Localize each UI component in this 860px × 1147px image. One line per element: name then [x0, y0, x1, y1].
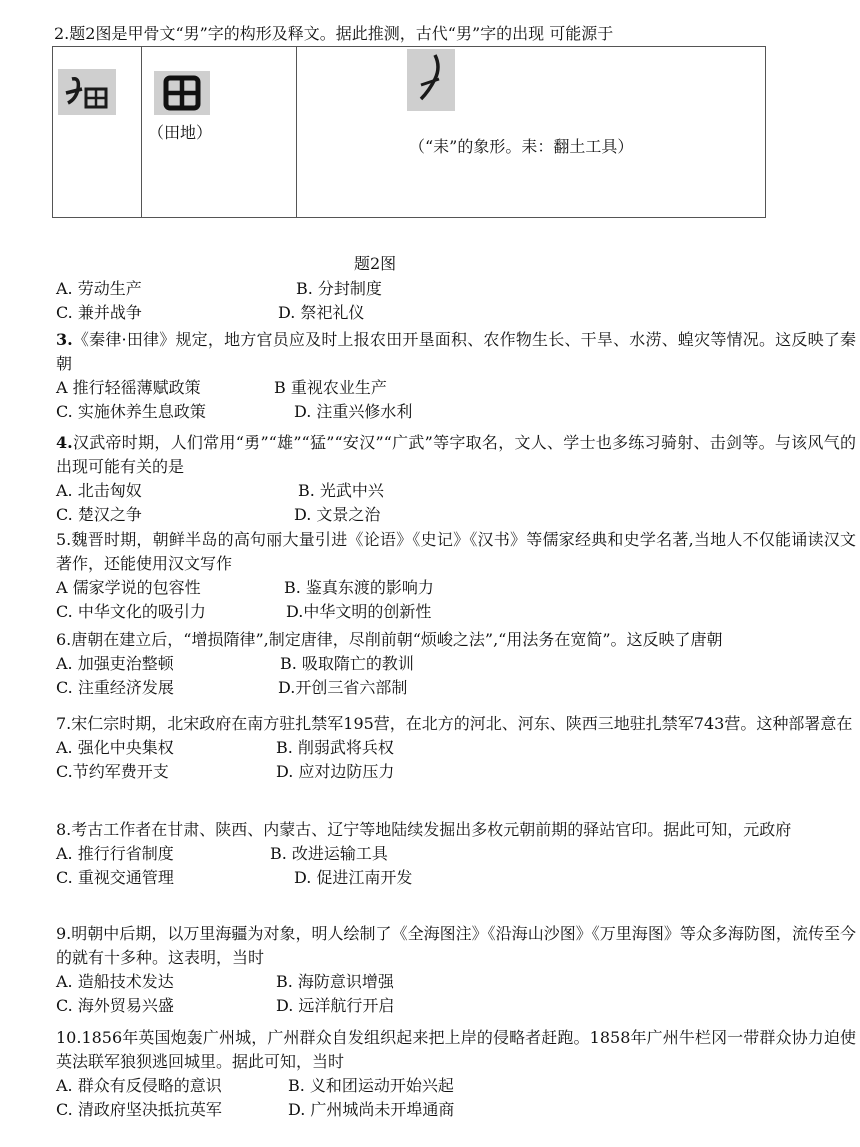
q6-option-b[interactable]: B. 吸取隋亡的教训 — [280, 654, 414, 673]
q2-option-a[interactable]: A. 劳动生产 — [56, 279, 142, 298]
q3-option-a[interactable]: A 推行轻徭薄赋政策 — [56, 378, 201, 397]
q5-option-c[interactable]: C. 中华文化的吸引力 — [56, 602, 206, 621]
q6-option-c[interactable]: C. 注重经济发展 — [56, 678, 174, 697]
glyph-cell-nan — [53, 47, 142, 218]
q3-stem — [56, 328, 856, 376]
q5-option-b[interactable]: B. 鉴真东渡的影响力 — [284, 578, 434, 597]
q10-option-b[interactable]: B. 义和团运动开始兴起 — [288, 1076, 454, 1095]
figure-caption: 题2图 — [354, 254, 397, 273]
q3-option-c[interactable]: C. 实施休养生息政策 — [56, 402, 206, 421]
q7-option-b[interactable]: B. 削弱武将兵权 — [276, 738, 394, 757]
q5-option-a[interactable]: A 儒家学说的包容性 — [56, 578, 201, 597]
q9-option-d[interactable]: D. 远洋航行开启 — [276, 996, 395, 1015]
q4-stem — [56, 431, 856, 479]
lei-glyph-drawing — [407, 49, 455, 111]
q5-option-d[interactable]: D.中华文明的创新性 — [286, 602, 432, 621]
question-6 — [56, 628, 856, 700]
oracle-bone-tian-character-image — [154, 71, 210, 115]
q4-option-a[interactable]: A. 北击匈奴 — [56, 481, 142, 500]
lei-caption: （“耒”的象形。耒：翻土工具） — [409, 137, 634, 156]
q2-option-c[interactable]: C. 兼并战争 — [56, 303, 142, 322]
question-5 — [56, 528, 856, 624]
q3-number: 3. — [56, 330, 73, 349]
q4-number: 4. — [56, 433, 73, 452]
q3-stem-text: 《秦律·田律》规定，地方官员应及时上报农田开垦面积、农作物生长、干旱、水涝、蝗灾等情况。这反映了秦朝 — [56, 330, 856, 373]
question-10 — [56, 1026, 856, 1122]
glyph-cell-lei — [297, 47, 766, 218]
q9-option-c[interactable]: C. 海外贸易兴盛 — [56, 996, 174, 1015]
q8-option-b[interactable]: B. 改进运输工具 — [270, 844, 388, 863]
q2-glyph-table — [52, 46, 766, 218]
q7-option-a[interactable]: A. 强化中央集权 — [56, 738, 174, 757]
q4-option-c[interactable]: C. 楚汉之争 — [56, 505, 142, 524]
tian-glyph-drawing — [154, 71, 210, 115]
q9-option-a[interactable]: A. 造船技术发达 — [56, 972, 174, 991]
q4-stem-text: 汉武帝时期，人们常用“勇”“雄”“猛”“安汉”“广武”等字取名，文人、学士也多练习骑射、击剑等。与该风气的出现可能有关的是 — [56, 433, 856, 476]
glyph-cell-tian — [142, 47, 297, 218]
q10-option-d[interactable]: D. 广州城尚未开埠通商 — [288, 1100, 455, 1119]
q8-stem: 8.考古工作者在甘肃、陕西、内蒙古、辽宁等地陆续发掘出多枚元朝前期的驿站官印。据此可知，元政府 — [56, 820, 792, 839]
q8-option-c[interactable]: C. 重视交通管理 — [56, 868, 174, 887]
q8-option-a[interactable]: A. 推行行省制度 — [56, 844, 174, 863]
question-8 — [56, 818, 856, 890]
q3-option-b[interactable]: B 重视农业生产 — [274, 378, 387, 397]
oracle-bone-nan-character-image — [58, 69, 116, 115]
q4-option-b[interactable]: B. 光武中兴 — [298, 481, 384, 500]
q10-option-a[interactable]: A. 群众有反侵略的意识 — [56, 1076, 222, 1095]
question-7 — [56, 712, 856, 784]
q3-option-d[interactable]: D. 注重兴修水利 — [294, 402, 413, 421]
q7-stem: 7.宋仁宗时期，北宋政府在南方驻扎禁军195营，在北方的河北、河东、陕西三地驻扎禁军743营。这种部署意在 — [56, 714, 853, 733]
q2-options — [56, 277, 856, 325]
question-9 — [56, 922, 856, 1018]
q5-stem: 5.魏晋时期，朝鲜半岛的高句丽大量引进《论语》《史记》《汉书》等儒家经典和史学名著,当地人不仅能诵读汉文著作，还能使用汉文写作 — [56, 530, 856, 573]
q4-option-d[interactable]: D. 文景之治 — [294, 505, 381, 524]
q6-option-a[interactable]: A. 加强吏治整顿 — [56, 654, 174, 673]
tian-caption: （田地） — [148, 123, 213, 142]
question-4 — [56, 431, 856, 527]
q7-option-c[interactable]: C.节约军费开支 — [56, 762, 169, 781]
q9-stem: 9.明朝中后期，以万里海疆为对象，明人绘制了《全海图注》《沿海山沙图》《万里海图》等众多海防图，流传至今的就有十多种。这表明，当时 — [56, 924, 856, 967]
q7-option-d[interactable]: D. 应对边防压力 — [276, 762, 395, 781]
q2-option-d[interactable]: D. 祭祀礼仪 — [278, 303, 365, 322]
q6-option-d[interactable]: D.开创三省六部制 — [278, 678, 408, 697]
question-3 — [56, 328, 856, 424]
q2-option-b[interactable]: B. 分封制度 — [296, 279, 382, 298]
q8-option-d[interactable]: D. 促进江南开发 — [294, 868, 413, 887]
q10-stem: 10.1856年英国炮轰广州城，广州群众自发组织起来把上岸的侵略者赶跑。1858年广州牛栏冈一带群众协力迫使英法联军狼狈逃回城里。据此可知，当时 — [56, 1028, 856, 1071]
q10-option-c[interactable]: C. 清政府坚决抵抗英军 — [56, 1100, 222, 1119]
nan-glyph-drawing — [58, 69, 116, 115]
oracle-bone-lei-character-image — [407, 49, 455, 111]
q9-option-b[interactable]: B. 海防意识增强 — [276, 972, 394, 991]
q6-stem: 6.唐朝在建立后，“增损隋律”,制定唐律，尽削前朝“烦峻之法”,“用法务在宽简”。这反映了唐朝 — [56, 630, 723, 649]
q2-stem: 2.题2图是甲骨文“男”字的构形及释文。据此推测，古代“男”字的出现 可能源于 — [54, 24, 614, 43]
